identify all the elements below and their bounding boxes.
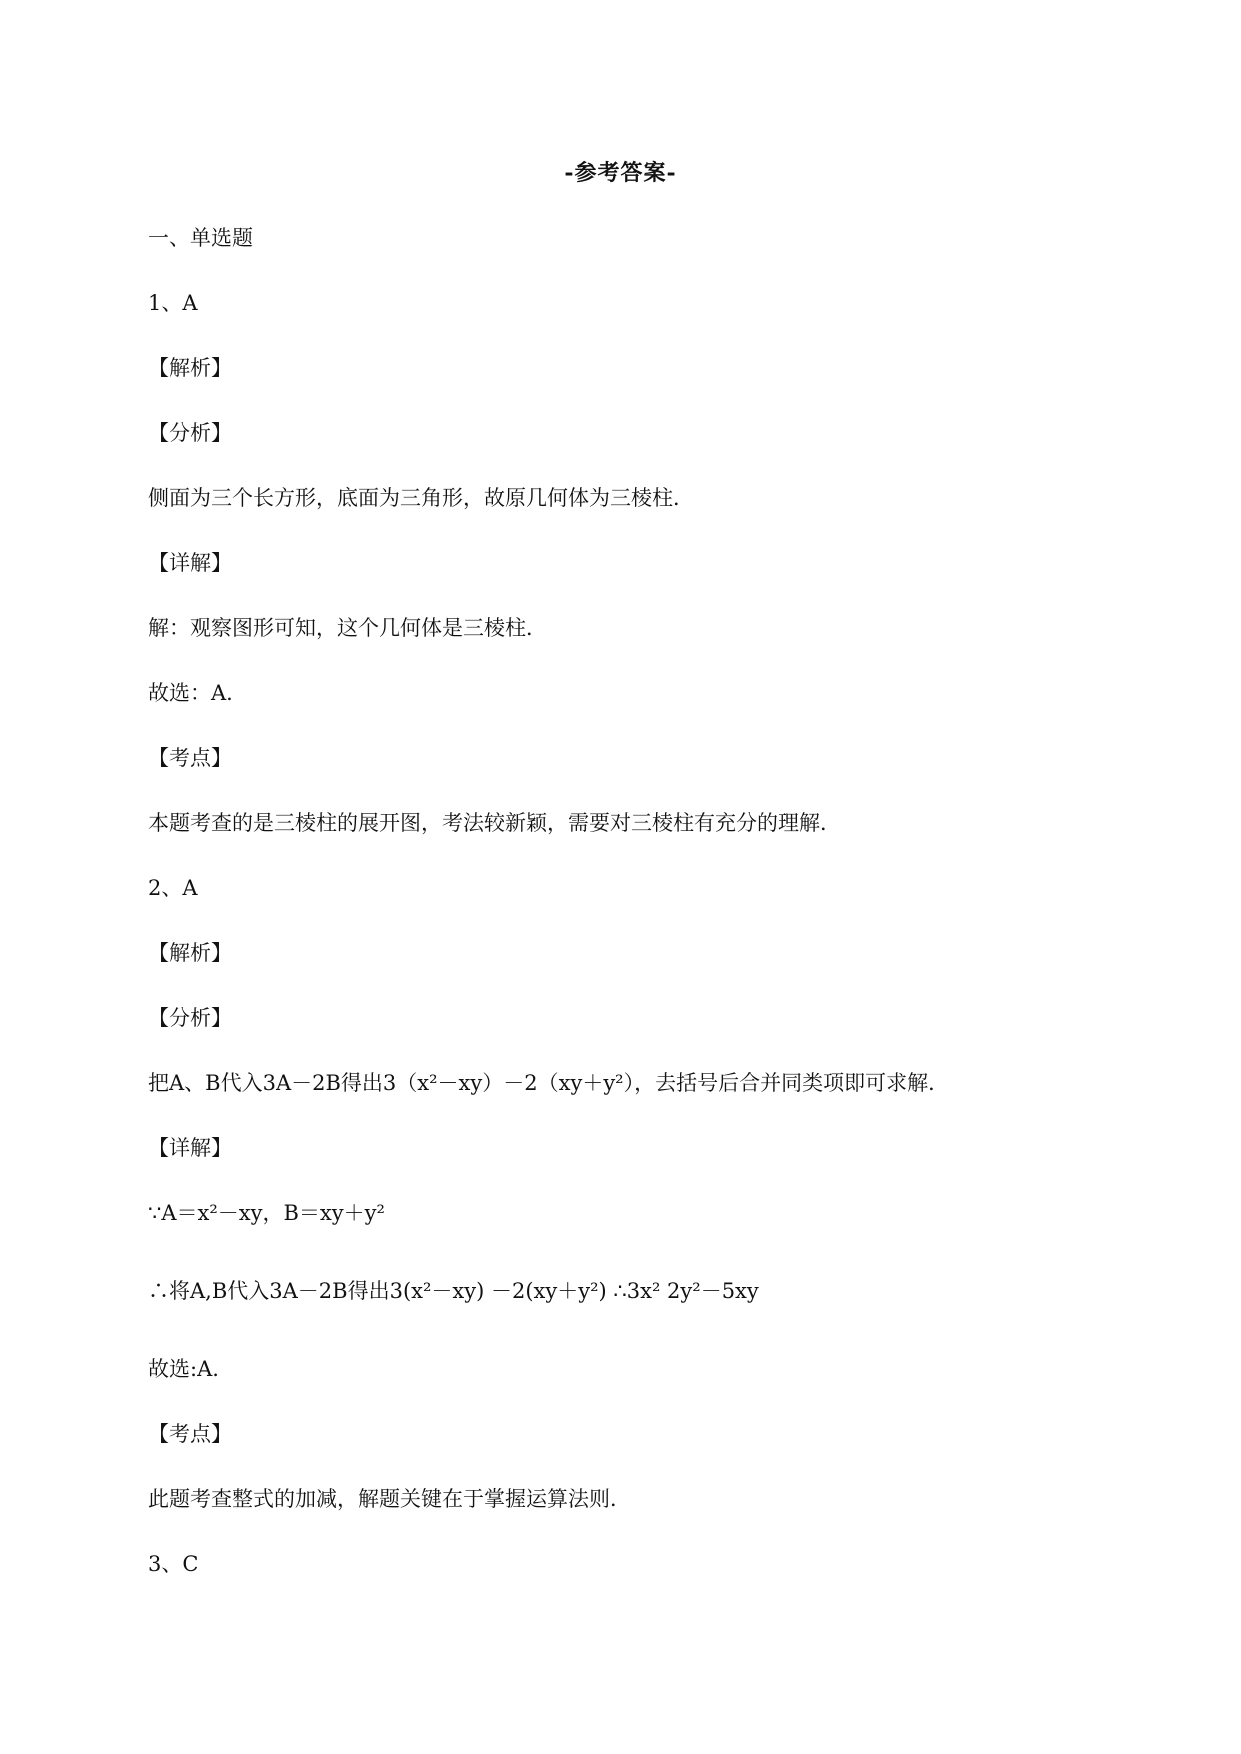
choice-1: 故选：A. [148, 681, 233, 705]
section-heading: 一、单选题 [148, 226, 253, 250]
fenxi-text-2: 把A、B代入3A－2B得出3（x²－xy）－2（xy＋y²），去括号后合并同类项即可求解． [148, 1071, 950, 1095]
kaodian-text-1: 本题考查的是三棱柱的展开图，考法较新颖，需要对三棱柱有充分的理解． [148, 811, 841, 835]
detail-label-1: 【详解】 [148, 551, 232, 575]
analysis-label-2: 【解析】 [148, 941, 232, 965]
analysis-label-1: 【解析】 [148, 356, 232, 380]
page-title: -参考答案- [564, 160, 677, 186]
detail-derivation: ∴将A,B代入3A－2B得出3(x²－xy) －2(xy＋y²) ∴3x² 2y²－5xy [148, 1279, 759, 1303]
answer-1: 1、A [148, 291, 198, 315]
fenxi-text-1: 侧面为三个长方形，底面为三角形，故原几何体为三棱柱． [148, 486, 694, 510]
kaodian-label-1: 【考点】 [148, 746, 232, 770]
detail-given: ∵A＝x²－xy，B＝xy＋y² [148, 1201, 385, 1225]
kaodian-label-2: 【考点】 [148, 1422, 232, 1446]
detail-label-2: 【详解】 [148, 1136, 232, 1160]
answer-3: 3、C [148, 1552, 199, 1576]
detail-text-1: 解：观察图形可知，这个几何体是三棱柱． [148, 616, 547, 640]
fenxi-label-1: 【分析】 [148, 421, 232, 445]
fenxi-label-2: 【分析】 [148, 1006, 232, 1030]
kaodian-text-2: 此题考查整式的加减，解题关键在于掌握运算法则． [148, 1487, 631, 1511]
answer-2: 2、A [148, 876, 198, 900]
choice-2: 故选:A. [148, 1357, 219, 1381]
